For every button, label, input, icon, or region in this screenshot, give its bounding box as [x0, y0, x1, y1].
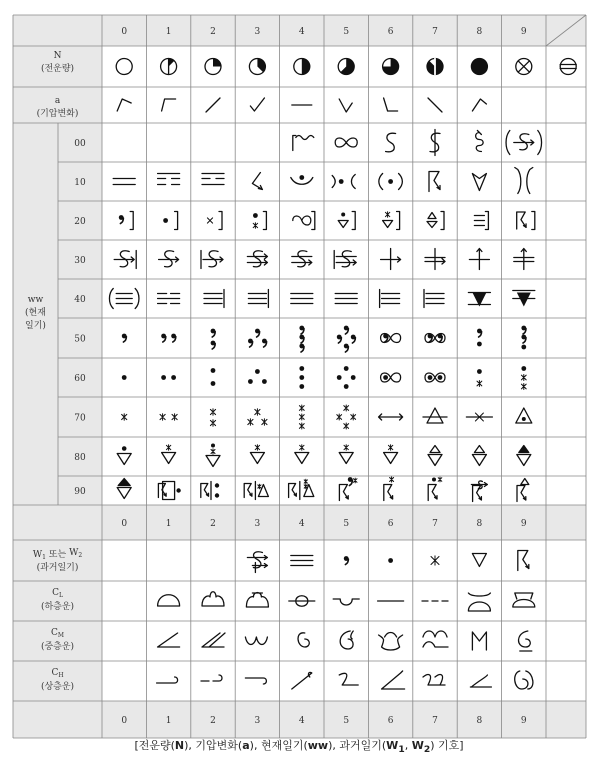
ww-99-icon	[517, 479, 529, 502]
ww-72-icon	[210, 409, 215, 426]
ww-63-icon	[248, 369, 267, 384]
cirrostratus-covering-icon	[423, 675, 445, 685]
rain-icon	[388, 558, 393, 563]
ww-80-icon	[117, 446, 131, 464]
ww-21-icon	[163, 212, 177, 230]
ww-87-icon	[428, 446, 442, 466]
column-header: 6	[387, 27, 394, 37]
ww-34-icon	[292, 251, 312, 267]
ww-94-icon	[289, 479, 314, 499]
column-header: 0	[121, 716, 128, 726]
ww-decade-label: 70	[74, 413, 86, 424]
ww-67-icon	[425, 373, 445, 382]
ww-95-icon	[339, 477, 357, 500]
row-name-CH: (상층운)	[40, 682, 75, 692]
cirrus-fibratus-icon	[157, 677, 178, 683]
ww-14-icon	[291, 175, 313, 184]
altostratus-thick-icon	[202, 633, 225, 647]
ww-41-icon	[158, 294, 180, 304]
column-header: 8	[476, 519, 483, 529]
ww-93-icon	[244, 482, 268, 500]
ww-66-icon	[381, 373, 401, 382]
ww-52-icon	[211, 329, 216, 349]
five-oktas-icon	[338, 59, 354, 75]
column-header: 6	[387, 716, 394, 726]
ww-97-icon	[428, 477, 442, 500]
ww-18-icon	[472, 174, 486, 191]
ww-77-icon	[423, 408, 447, 423]
ww-17-icon	[429, 172, 440, 192]
ww-decade-label: 10	[74, 178, 86, 188]
ww-09-icon	[506, 131, 542, 155]
column-header: 0	[121, 27, 128, 37]
thunder-icon	[518, 551, 529, 571]
ww-60-icon	[122, 375, 127, 380]
stratocumulus-from-cumulus-icon	[289, 596, 315, 607]
ww-96-icon	[384, 477, 394, 501]
missing-icon	[560, 59, 576, 75]
row-code-N: N	[53, 51, 62, 61]
ww-65-icon	[337, 366, 356, 389]
ww-98-icon	[471, 481, 487, 502]
ww-53-icon	[248, 329, 267, 347]
ww-40-icon	[109, 289, 139, 309]
table-caption: [전운량(N), 기압변화(a), 현재일기(ww), 과거일기($W_1$, $W_2$) 기호]	[134, 739, 464, 756]
column-header: 9	[520, 519, 527, 529]
altocumulus-castellanus-icon	[423, 631, 448, 647]
cumulus-icon	[158, 595, 180, 606]
ww-85-icon	[339, 445, 353, 464]
ww-92-icon	[201, 482, 219, 500]
ww-90-icon	[117, 479, 131, 499]
cirrus-anvil-icon	[245, 678, 266, 684]
ww-56-icon	[381, 334, 401, 343]
altocumulus-icon	[245, 637, 267, 645]
ww-88-icon	[472, 446, 486, 466]
falling-then-rising-lower-icon	[339, 99, 352, 112]
ww-43-icon	[248, 290, 268, 308]
column-header: 3	[254, 519, 261, 529]
row-name-ww-2: 일기)	[25, 321, 46, 331]
ww-30-icon	[114, 251, 136, 269]
ww-20-icon	[119, 212, 133, 230]
ww-69-icon	[521, 366, 526, 389]
ww-61-icon	[161, 375, 176, 380]
towering-cumulus-icon	[202, 592, 224, 606]
altocumulus-patches-icon	[298, 633, 309, 647]
cirrocumulus-icon	[515, 671, 533, 689]
column-header: 9	[520, 716, 527, 726]
ww-38-icon	[469, 249, 489, 270]
ww-46-icon	[380, 290, 400, 308]
six-oktas-icon	[383, 59, 399, 75]
stratocumulus-icon	[333, 599, 359, 605]
altocumulus-bands-icon	[340, 631, 353, 649]
rising-then-steady-icon	[162, 99, 176, 111]
two-oktas-icon	[205, 59, 221, 75]
column-header: 2	[210, 27, 216, 37]
three-oktas-icon	[249, 58, 265, 74]
ww-decade-label: 20	[74, 217, 86, 227]
ww-68-icon	[477, 369, 482, 386]
ww-45-icon	[335, 294, 357, 304]
ww-15-icon	[332, 175, 355, 189]
sky-obscured-icon	[516, 59, 532, 75]
row-name-a: (기압변화)	[36, 109, 79, 119]
column-header: 1	[165, 716, 172, 726]
ww-25-icon	[338, 212, 355, 230]
ww-59-icon	[521, 326, 526, 350]
ww-81-icon	[162, 445, 176, 464]
ww-79-icon	[516, 408, 532, 423]
row-code-CL: $C_L$	[52, 588, 63, 599]
ww-49-icon	[513, 291, 535, 307]
column-header: 8	[476, 27, 483, 37]
shower-icon	[472, 554, 486, 567]
cirrostratus-low-icon	[339, 673, 358, 685]
row-code-a: a	[54, 96, 61, 106]
one-okta-icon	[161, 58, 177, 74]
seven-oktas-icon	[427, 59, 443, 75]
row-name-CL: (하층운)	[40, 602, 75, 612]
ww-89-icon	[517, 446, 531, 466]
ww-76-icon	[379, 414, 403, 420]
ww-27-icon	[427, 212, 444, 230]
ww-decade-label: 00	[74, 139, 86, 149]
rising-steadily-icon	[206, 98, 220, 112]
steady-then-falling-icon	[472, 99, 486, 111]
row-code-CH: $C_H$	[51, 668, 64, 679]
ww-82-icon	[206, 444, 220, 467]
falling-then-rising-icon	[250, 98, 264, 111]
snow-icon	[431, 556, 439, 565]
ww-55-icon	[337, 326, 356, 352]
ww-39-icon	[514, 249, 534, 270]
ww-16-icon	[379, 174, 403, 190]
column-header: 3	[254, 716, 261, 726]
ww-24-icon	[293, 212, 315, 230]
cirrus-spissatus-icon	[201, 675, 222, 681]
ww-04-icon	[293, 136, 314, 151]
ww-42-icon	[204, 290, 224, 308]
ww-10-icon	[113, 179, 135, 185]
ww-84-icon	[295, 445, 309, 464]
ww-22-icon	[207, 212, 222, 230]
cumulonimbus-incus-icon	[513, 593, 535, 607]
ww-decade-label: 60	[74, 374, 86, 384]
column-header: 1	[165, 27, 172, 37]
ww-23-icon	[253, 212, 266, 230]
ww-33-icon	[247, 251, 267, 267]
ww-70-icon	[122, 414, 127, 420]
row-name-N: (전운량)	[40, 64, 75, 74]
column-header: 5	[343, 27, 350, 37]
ww-07-icon	[430, 130, 440, 156]
drizzle-icon	[344, 556, 349, 564]
column-header: 4	[298, 519, 305, 529]
ww-37-icon	[425, 249, 445, 270]
altocumulus-double-icon	[379, 633, 403, 651]
ww-48-icon	[468, 293, 490, 307]
cumulonimbus-calvus-icon	[246, 593, 268, 608]
column-header: 7	[432, 27, 438, 37]
ww-08-icon	[476, 131, 484, 152]
ww-12-icon	[202, 174, 224, 185]
column-header: 0	[121, 519, 128, 529]
altocumulus-chaotic-icon	[472, 632, 486, 650]
ww-decade-label: 90	[74, 487, 86, 497]
cumulus-stratocumulus-icon	[468, 593, 490, 611]
column-header: 8	[476, 716, 483, 726]
ww-75-icon	[337, 405, 356, 429]
ww-28-icon	[474, 212, 488, 230]
column-header: 4	[298, 716, 305, 726]
ww-32-icon	[201, 251, 223, 269]
ww-decade-label: 40	[74, 295, 86, 305]
altostratus-thin-icon	[158, 633, 180, 647]
thunderstorm-icon	[247, 552, 267, 573]
ww-74-icon	[299, 405, 304, 429]
row-code-CM: $C_M$	[50, 628, 65, 639]
column-header: 1	[165, 519, 172, 529]
ww-83-icon	[250, 445, 264, 464]
column-header: 7	[432, 716, 438, 726]
column-header: 2	[210, 519, 216, 529]
ww-decade-label: 80	[74, 453, 86, 463]
cirrus-uncinus-icon	[292, 672, 312, 689]
column-header: 5	[343, 716, 350, 726]
ww-06-icon	[386, 133, 396, 152]
ww-05-icon	[335, 138, 357, 147]
ww-29-icon	[517, 212, 535, 230]
ww-44-icon	[291, 294, 313, 304]
row-name-ww: (현재	[25, 308, 46, 318]
ww-36-icon	[381, 249, 401, 270]
overcast-icon	[471, 59, 487, 75]
ww-26-icon	[383, 212, 400, 230]
ww-91-icon	[158, 482, 180, 500]
cirrostratus-partial-icon	[470, 675, 491, 687]
altocumulus-floccus-icon	[519, 631, 532, 651]
column-header: 6	[387, 519, 394, 529]
ww-11-icon	[158, 174, 180, 185]
ww-50-icon	[122, 334, 127, 342]
ww-13-icon	[252, 173, 262, 190]
column-header: 5	[343, 519, 350, 529]
row-name-W: (과거일기)	[36, 563, 79, 573]
ww-19-icon	[515, 168, 533, 194]
four-oktas-icon	[294, 59, 310, 75]
cirrostratus-high-icon	[382, 671, 405, 689]
ww-35-icon	[334, 251, 356, 269]
ww-57-icon	[425, 334, 445, 343]
column-header: 3	[254, 27, 261, 37]
column-header: 9	[520, 27, 527, 37]
row-code-W: $W_1$ 또는 $W_2$	[32, 548, 83, 561]
ww-86-icon	[384, 445, 398, 464]
ww-78-icon	[466, 413, 492, 421]
ww-54-icon	[299, 326, 304, 352]
row-name-CM: (중층운)	[40, 642, 75, 652]
column-header: 4	[298, 27, 305, 37]
ww-51-icon	[161, 334, 176, 342]
falling-then-steady-icon	[384, 98, 398, 111]
fog-icon	[291, 556, 313, 566]
ww-62-icon	[211, 368, 216, 386]
ww-decade-label: 50	[74, 334, 86, 345]
ww-71-icon	[160, 414, 177, 420]
row-code-ww: ww	[27, 295, 44, 305]
column-header: 7	[432, 519, 438, 529]
clear-sky-icon	[116, 59, 132, 75]
column-header: 2	[210, 716, 216, 726]
ww-73-icon	[248, 409, 267, 425]
ww-31-icon	[159, 251, 179, 267]
rising-then-falling-icon	[117, 99, 131, 111]
ww-64-icon	[299, 366, 304, 389]
falling-steadily-icon	[428, 98, 442, 112]
ww-58-icon	[477, 329, 482, 347]
ww-decade-label: 30	[74, 256, 86, 266]
ww-47-icon	[424, 290, 444, 308]
